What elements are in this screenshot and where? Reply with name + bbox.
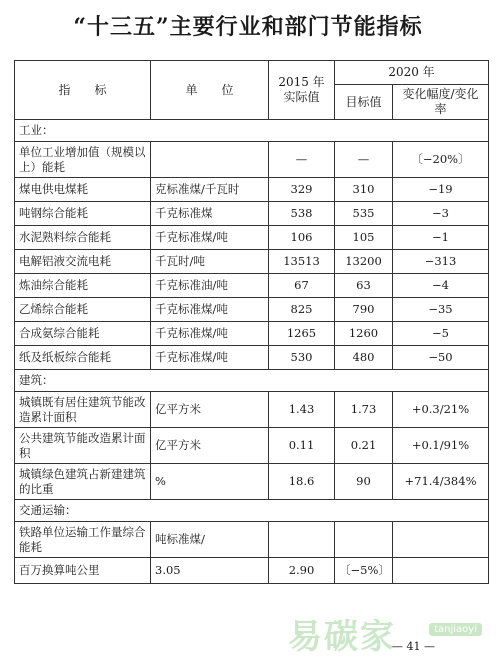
table-row bbox=[15, 322, 489, 346]
header-row-1 bbox=[15, 61, 489, 85]
indicator-cell: 水泥熟料综合能耗 bbox=[15, 226, 151, 250]
page-title: “十三五”主要行业和部门节能指标 bbox=[73, 14, 423, 40]
indicator-cell: 公共建筑节能改造累计面积 bbox=[15, 428, 151, 464]
target-cell bbox=[335, 522, 393, 558]
target-cell: — bbox=[335, 142, 393, 178]
section-row bbox=[15, 500, 489, 522]
section-row bbox=[15, 120, 489, 142]
value-2015-cell: 18.6 bbox=[269, 464, 335, 500]
table-row bbox=[15, 250, 489, 274]
change-cell bbox=[393, 522, 489, 558]
table-row bbox=[15, 522, 489, 558]
change-cell: −4 bbox=[393, 274, 489, 298]
target-cell: 1.73 bbox=[335, 392, 393, 428]
indicator-cell: 城镇绿色建筑占新建建筑的比重 bbox=[15, 464, 151, 500]
indicator-cell: 煤电供电煤耗 bbox=[15, 178, 151, 202]
change-cell: 〔−20%〕 bbox=[393, 142, 489, 178]
header-target: 目标值 bbox=[335, 85, 393, 120]
unit-cell: 千克标准煤/吨 bbox=[151, 226, 269, 250]
watermark-badge: tanjiaoyi bbox=[429, 623, 482, 636]
header-2015: 2015 年 实际值 bbox=[269, 61, 335, 120]
indicator-cell: 炼油综合能耗 bbox=[15, 274, 151, 298]
unit-cell: 千克标准煤/吨 bbox=[151, 298, 269, 322]
table-row bbox=[15, 274, 489, 298]
unit-cell: 千克标准油/吨 bbox=[151, 274, 269, 298]
target-cell: 90 bbox=[335, 464, 393, 500]
section-label: 工业： bbox=[15, 120, 489, 142]
value-2015-cell: 538 bbox=[269, 202, 335, 226]
value-2015-cell: 67 bbox=[269, 274, 335, 298]
indicator-cell: 铁路单位运输工作量综合能耗 bbox=[15, 522, 151, 558]
target-cell: 480 bbox=[335, 346, 393, 370]
target-cell: 63 bbox=[335, 274, 393, 298]
table-row bbox=[15, 558, 489, 584]
indicator-cell: 乙烯综合能耗 bbox=[15, 298, 151, 322]
header-unit: 单 位 bbox=[151, 61, 269, 120]
watermark-logo bbox=[288, 609, 478, 657]
indicator-cell: 单位工业增加值（规模以上）能耗 bbox=[15, 142, 151, 178]
header-indicator: 指 标 bbox=[15, 61, 151, 120]
page-number: — 41 — bbox=[392, 640, 435, 653]
target-cell: 〔−5%〕 bbox=[335, 558, 393, 584]
table-row bbox=[15, 392, 489, 428]
unit-cell: 千克标准煤 bbox=[151, 202, 269, 226]
header-2020: 2020 年 bbox=[335, 61, 489, 85]
section-label: 建筑： bbox=[15, 370, 489, 392]
section-row bbox=[15, 370, 489, 392]
change-cell: −50 bbox=[393, 346, 489, 370]
target-cell: 0.21 bbox=[335, 428, 393, 464]
change-cell: +71.4/384% bbox=[393, 464, 489, 500]
change-cell: −5 bbox=[393, 322, 489, 346]
indicator-cell: 纸及纸板综合能耗 bbox=[15, 346, 151, 370]
target-cell: 105 bbox=[335, 226, 393, 250]
indicator-cell: 吨钢综合能耗 bbox=[15, 202, 151, 226]
unit-cell: 千克标准煤/吨 bbox=[151, 322, 269, 346]
value-2015-cell: 13513 bbox=[269, 250, 335, 274]
target-cell: 1260 bbox=[335, 322, 393, 346]
change-cell: −1 bbox=[393, 226, 489, 250]
unit-cell: 克标准煤/千瓦时 bbox=[151, 178, 269, 202]
target-cell: 535 bbox=[335, 202, 393, 226]
indicator-cell: 电解铝液交流电耗 bbox=[15, 250, 151, 274]
change-cell: −313 bbox=[393, 250, 489, 274]
indicator-cell: 合成氨综合能耗 bbox=[15, 322, 151, 346]
value-2015-cell: 106 bbox=[269, 226, 335, 250]
unit-cell: 吨标准煤/ bbox=[151, 522, 269, 558]
target-cell: 310 bbox=[335, 178, 393, 202]
value-2015-cell: 825 bbox=[269, 298, 335, 322]
change-cell: +0.3/21% bbox=[393, 392, 489, 428]
value-2015-cell: — bbox=[269, 142, 335, 178]
value-2015-cell: 1265 bbox=[269, 322, 335, 346]
value-2015-cell: 0.11 bbox=[269, 428, 335, 464]
value-2015-cell: 530 bbox=[269, 346, 335, 370]
table-row bbox=[15, 142, 489, 178]
table-row bbox=[15, 464, 489, 500]
section-label: 交通运输： bbox=[15, 500, 489, 522]
value-2015-cell: 2.90 bbox=[269, 558, 335, 584]
unit-cell: % bbox=[151, 464, 269, 500]
change-cell: −3 bbox=[393, 202, 489, 226]
indicator-cell: 城镇既有居住建筑节能改造累计面积 bbox=[15, 392, 151, 428]
table-row bbox=[15, 346, 489, 370]
value-2015-cell: 1.43 bbox=[269, 392, 335, 428]
target-cell: 13200 bbox=[335, 250, 393, 274]
change-cell: −19 bbox=[393, 178, 489, 202]
value-2015-cell bbox=[269, 522, 335, 558]
indicator-table bbox=[14, 60, 489, 584]
change-cell: +0.1/91% bbox=[393, 428, 489, 464]
table-row bbox=[15, 202, 489, 226]
unit-cell bbox=[151, 142, 269, 178]
change-cell bbox=[393, 558, 489, 584]
table-row bbox=[15, 226, 489, 250]
table-row bbox=[15, 298, 489, 322]
change-cell: −35 bbox=[393, 298, 489, 322]
unit-cell: 亿平方米 bbox=[151, 392, 269, 428]
unit-cell: 3.05 bbox=[151, 558, 269, 584]
target-cell: 790 bbox=[335, 298, 393, 322]
unit-cell: 亿平方米 bbox=[151, 428, 269, 464]
table-row bbox=[15, 428, 489, 464]
value-2015-cell: 329 bbox=[269, 178, 335, 202]
header-change: 变化幅度/变化率 bbox=[393, 85, 489, 120]
unit-cell: 千瓦时/吨 bbox=[151, 250, 269, 274]
unit-cell: 千克标准煤/吨 bbox=[151, 346, 269, 370]
table-row bbox=[15, 178, 489, 202]
indicator-cell: 百万换算吨公里 bbox=[15, 558, 151, 584]
watermark-text: 易碳家 bbox=[288, 617, 396, 657]
